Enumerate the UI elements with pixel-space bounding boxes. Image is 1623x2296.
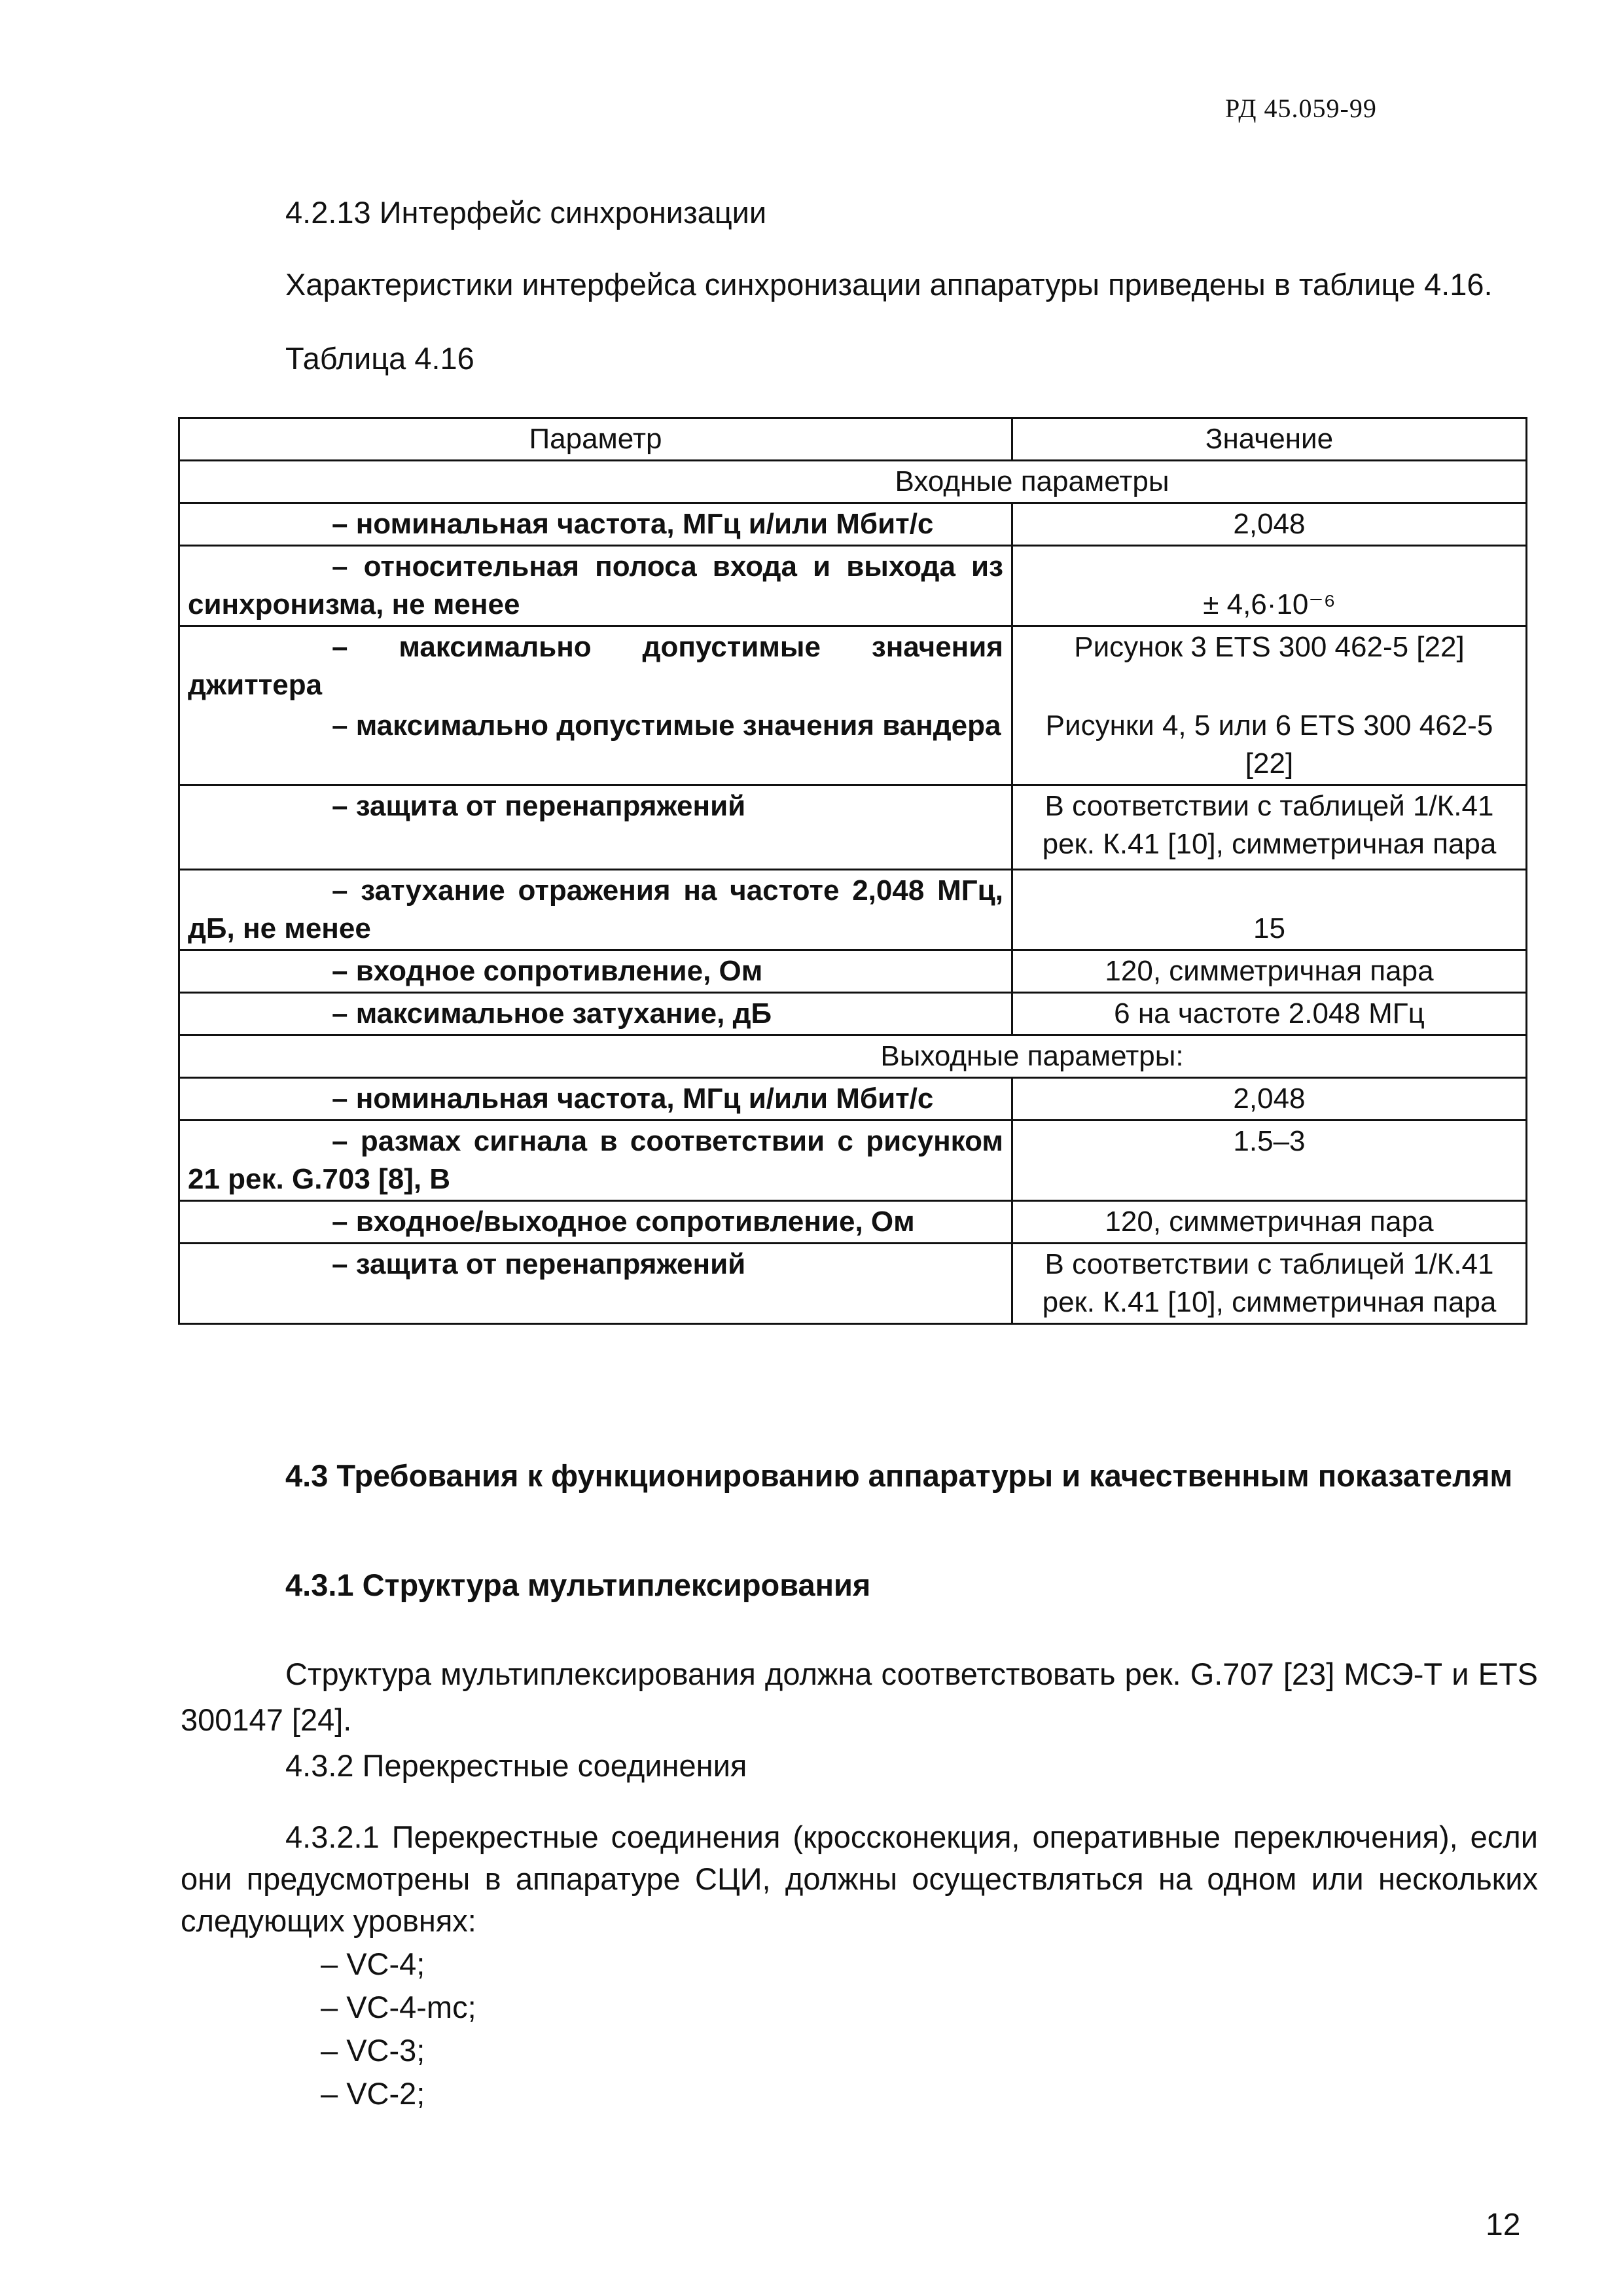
value-cell: 2,048 <box>1012 503 1526 546</box>
input-section-label: Входные параметры <box>179 461 1527 503</box>
table-section-row <box>179 1035 1527 1078</box>
table-row <box>179 626 1527 706</box>
param-cell: – входное/выходное сопротивление, Ом <box>179 1201 1012 1244</box>
value-cell: 1.5–3 <box>1012 1121 1526 1201</box>
table-row <box>179 1121 1527 1201</box>
param-cell: – максимально допустимые значения джиттера <box>179 626 1012 706</box>
value-cell: В соответствии с таблицей 1/К.41 рек. К.41 [10], симметричная пара <box>1012 785 1526 870</box>
page-number: 12 <box>1486 2208 1521 2242</box>
param-cell: – размах сигнала в соответствии с рисунком 21 рек. G.703 [8], В <box>179 1121 1012 1201</box>
intro-paragraph: Характеристики интерфейса синхронизации аппаратуры приведены в таблице 4.16. <box>285 267 1493 302</box>
list-item: – VC-3; <box>321 2029 476 2072</box>
subsection-heading-4-3-1: 4.3.1 Структура мультиплексирования <box>285 1568 871 1602</box>
table-header-row <box>179 418 1527 461</box>
table-row <box>179 950 1527 993</box>
value-cell: Рисунок 3 ETS 300 462-5 [22] <box>1012 626 1526 706</box>
table-row <box>179 785 1527 870</box>
param-cell: – входное сопротивление, Ом <box>179 950 1012 993</box>
table-row <box>179 1201 1527 1244</box>
value-cell: 2,048 <box>1012 1078 1526 1121</box>
subsection-heading-4-3-2: 4.3.2 Перекрестные соединения <box>285 1748 747 1783</box>
table-row <box>179 546 1527 626</box>
table-row <box>179 503 1527 546</box>
table-section-row <box>179 461 1527 503</box>
param-cell: – защита от перенапряжений <box>179 785 1012 870</box>
param-cell: – затухание отражения на частоте 2,048 МГц, дБ, не менее <box>179 870 1012 950</box>
list-item: – VC-4-mc; <box>321 1986 476 2029</box>
value-cell: Рисунки 4, 5 или 6 ETS 300 462-5 [22] <box>1012 706 1526 785</box>
value-cell: ± 4,6·10⁻⁶ <box>1012 546 1526 626</box>
param-cell: – максимальное затухание, дБ <box>179 993 1012 1035</box>
table-row <box>179 993 1527 1035</box>
table-row <box>179 1244 1527 1324</box>
list-item: – VC-2; <box>321 2072 476 2115</box>
table-row <box>179 870 1527 950</box>
table-row <box>179 706 1527 785</box>
column-header-param: Параметр <box>179 418 1012 461</box>
cross-connect-levels-list <box>321 1943 476 2115</box>
value-cell: 120, симметричная пара <box>1012 950 1526 993</box>
list-item: – VC-4; <box>321 1943 476 1986</box>
section-heading-4-2-13: 4.2.13 Интерфейс синхронизации <box>285 195 767 230</box>
value-cell: 6 на частоте 2.048 МГц <box>1012 993 1526 1035</box>
value-cell: 15 <box>1012 870 1526 950</box>
section-heading-4-3: 4.3 Требования к функционированию аппаратуры и качественным показателям <box>285 1458 1513 1493</box>
value-cell: В соответствии с таблицей 1/К.41 рек. К.41 [10], симметричная пара <box>1012 1244 1526 1324</box>
param-cell: – относительная полоса входа и выхода из синхронизма, не менее <box>179 546 1012 626</box>
output-section-label: Выходные параметры: <box>179 1035 1527 1078</box>
param-cell: – максимально допустимые значения вандера <box>179 706 1012 785</box>
document-code: РД 45.059-99 <box>1225 94 1377 123</box>
table-row <box>179 1078 1527 1121</box>
param-cell: – номинальная частота, МГц и/или Мбит/с <box>179 503 1012 546</box>
multiplexing-paragraph: Структура мультиплексирования должна соответствовать рек. G.707 [23] МСЭ-Т и ETS 300147 [24]. <box>181 1657 1538 1737</box>
param-cell: – защита от перенапряжений <box>179 1244 1012 1324</box>
param-cell: – номинальная частота, МГц и/или Мбит/с <box>179 1078 1012 1121</box>
value-cell: 120, симметричная пара <box>1012 1201 1526 1244</box>
cross-connect-paragraph: 4.3.2.1 Перекрестные соединения (кроссконекция, оперативные переключения), если они предусмотрены в аппаратуре СЦИ, должны осуществляться на одном или нескольких следующих уровнях: <box>181 1820 1538 1938</box>
table-caption: Таблица 4.16 <box>285 341 474 376</box>
sync-interface-table <box>178 417 1527 1325</box>
column-header-value: Значение <box>1012 418 1526 461</box>
